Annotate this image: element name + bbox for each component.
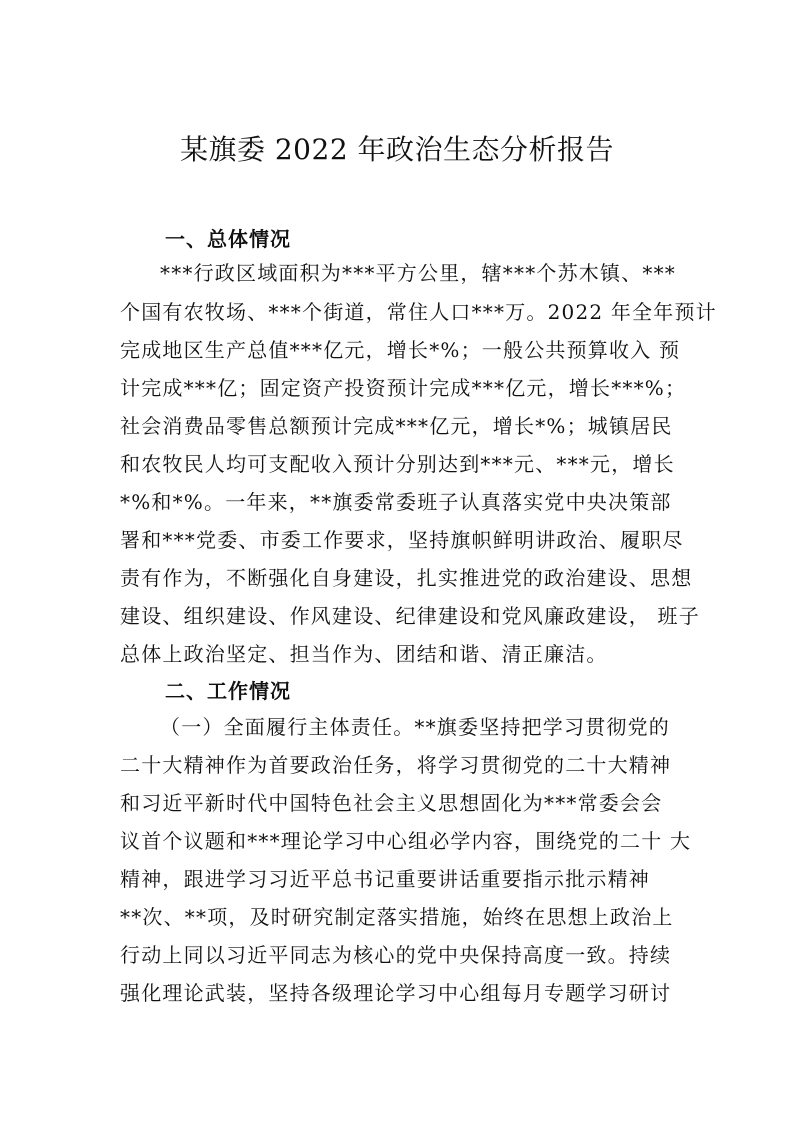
paragraph-line: 二十大精神作为首要政治任务，将学习贯彻党的二十大精神	[120, 753, 672, 777]
paragraph-line: **次、**项，及时研究制定落实措施，始终在思想上政治上	[120, 905, 674, 929]
paragraph-line: 署和***党委、市委工作要求，坚持旗帜鲜明讲政治、履职尽	[120, 528, 684, 552]
paragraph-line: 和习近平新时代中国特色社会主义思想固化为***常委会会	[120, 791, 663, 815]
section-heading-work: 二、工作情况	[165, 679, 291, 703]
paragraph-line: 总体上政治坚定、担当作为、团结和谐、清正廉洁。	[120, 642, 608, 666]
paragraph-line: 个国有农牧场、***个街道，常住人口***万。2022 年全年预计	[120, 300, 717, 324]
section-heading-overview: 一、总体情况	[165, 227, 291, 251]
paragraph-line: （一）全面履行主体责任。**旗委坚持把学习贯彻党的	[160, 715, 670, 739]
paragraph-line: 精神，跟进学习习近平总书记重要讲话重要指示批示精神	[120, 867, 650, 891]
paragraph-line: ***行政区域面积为***平方公里，辖***个苏木镇、***	[160, 261, 676, 285]
paragraph-line: 行动上同以习近平同志为核心的党中央保持高度一致。持续	[120, 943, 672, 967]
paragraph-line: 议首个议题和***理论学习中心组必学内容，围绕党的二十 大	[120, 829, 692, 853]
paragraph-line: 社会消费品零售总额预计完成***亿元，增长*%；城镇居民	[120, 414, 673, 438]
paragraph-line: 责有作为，不断强化自身建设，扎实推进党的政治建设、思想	[120, 566, 693, 590]
paragraph-line: 强化理论武装，坚持各级理论学习中心组每月专题学习研讨	[120, 981, 672, 1005]
paragraph-line: *%和*%。一年来，**旗委常委班子认真落实党中央决策部	[120, 490, 672, 514]
paragraph-line: 和农牧民人均可支配收入预计分别达到***元、***元，增长	[120, 452, 675, 476]
paragraph-line: 计完成***亿；固定资产投资预计完成***亿元，增长***%；	[120, 376, 687, 400]
paragraph-line: 完成地区生产总值***亿元，增长*%；一般公共预算收入 预	[120, 338, 681, 362]
paragraph-line: 建设、组织建设、作风建设、纪律建设和党风廉政建设， 班子	[120, 604, 700, 628]
document-title: 某旗委 2022 年政治生态分析报告	[179, 133, 615, 166]
